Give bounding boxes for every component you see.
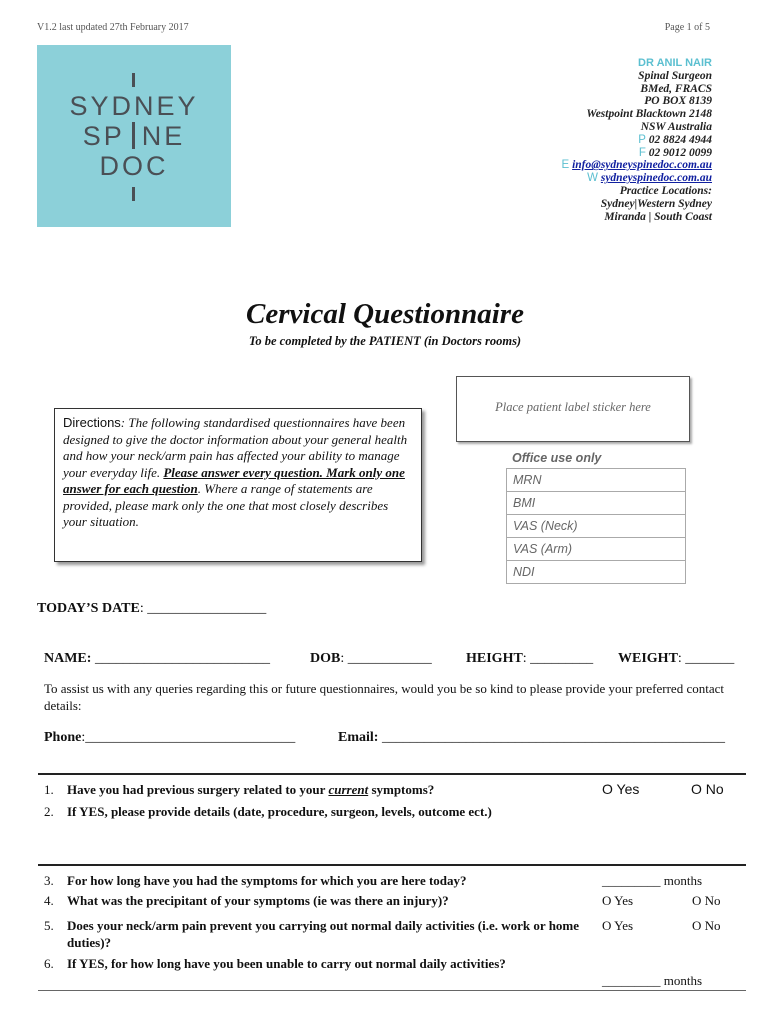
question-number: 5. (44, 918, 54, 933)
q3-months-field[interactable]: _________ months (602, 873, 703, 888)
state: NSW Australia (640, 120, 712, 133)
question-5-text: Does your neck/arm pain prevent you carrying out normal daily activities (i.e. work or home duties)? (67, 918, 580, 950)
locations-label: Practice Locations: (619, 184, 712, 197)
web-line (562, 172, 712, 185)
q5-yes-option[interactable]: O Yes (602, 918, 634, 933)
logo-line-2b: NE (141, 121, 186, 151)
name-blank: _________________________ (91, 651, 270, 666)
name-field[interactable] (44, 651, 270, 667)
office-cell-vas-arm[interactable]: VAS (Arm) (507, 538, 686, 561)
logo-line-3: DOC (99, 151, 169, 181)
fax-number: 02 9012 0099 (648, 146, 712, 159)
directions-box (54, 408, 422, 562)
locations-2: Miranda | South Coast (604, 210, 712, 223)
question-1-emphasis: current (328, 782, 369, 797)
question-number: 2. (44, 804, 54, 819)
logo-bar-bottom (132, 187, 135, 201)
email-link[interactable]: info@sydneyspinedoc.com.au (572, 159, 712, 172)
question-2 (44, 804, 604, 821)
logo-bar-top (132, 73, 135, 87)
question-6 (44, 956, 567, 973)
question-1 (44, 782, 584, 799)
q4-yes-option[interactable]: O Yes (602, 893, 634, 908)
address: Westpoint Blacktown 2148 (586, 108, 712, 121)
question-3-text: For how long have you had the symptoms for which you are here today? (67, 873, 467, 888)
q5-no-option[interactable]: O No (692, 918, 721, 933)
q6-months-field[interactable]: _________ months (602, 973, 703, 988)
office-row (507, 492, 686, 515)
po-box: PO BOX 8139 (644, 95, 712, 108)
section-divider (38, 990, 746, 991)
question-number: 1. (44, 782, 54, 797)
question-2-text: If YES, please provide details (date, procedure, surgeon, levels, outcome ect.) (67, 804, 492, 819)
question-5 (44, 918, 612, 951)
locations-1: Sydney|Western Sydney (600, 197, 712, 210)
question-number: 4. (44, 893, 54, 908)
office-row (507, 515, 686, 538)
phone-line (562, 134, 712, 147)
logo-divider (132, 122, 135, 149)
height-label: HEIGHT (466, 651, 523, 666)
dob-field[interactable] (310, 651, 432, 667)
phone-field-label: Phone (44, 730, 82, 745)
directions-text-2: . Where a range of statements are provided, please mark only the one that most closely describes your situation. (63, 481, 389, 529)
email-line (562, 159, 712, 172)
name-label: NAME: (44, 651, 92, 666)
question-number: 3. (44, 873, 54, 888)
page-number: Page 1 of 5 (664, 22, 710, 33)
office-cell-vas-neck[interactable]: VAS (Neck) (507, 515, 686, 538)
page-subtitle: To be completed by the PATIENT (in Doctors rooms) (248, 334, 522, 348)
email-field-blank: _________________________________________________ (378, 730, 725, 745)
weight-label: WEIGHT (618, 651, 678, 666)
fax-label: F (638, 146, 646, 159)
page-title: Cervical Questionnaire (246, 298, 524, 330)
office-cell-mrn[interactable]: MRN (507, 469, 686, 492)
contact-block (562, 57, 712, 223)
office-use-title: Office use only (512, 451, 602, 465)
section-divider (38, 864, 746, 866)
office-row (507, 561, 686, 584)
q1-no-option[interactable]: O No (691, 781, 724, 797)
directions-text-1: : The following standardised questionnaires have been designed to give the doctor information about your general health and how your neck/arm pain has affected your ability to manage your everyday life. (63, 415, 408, 480)
question-3 (44, 873, 589, 890)
office-row (507, 538, 686, 561)
dob-label: DOB (310, 651, 341, 666)
weight-field[interactable] (618, 651, 734, 667)
phone-field[interactable] (44, 730, 295, 746)
phone-number: 02 8824 4944 (648, 133, 712, 146)
weight-blank: : _______ (677, 651, 735, 666)
directions-emphasis: Please answer every question. Mark only one answer for each question (63, 464, 405, 496)
todays-date-blank: : _________________ (139, 601, 267, 616)
todays-date-field[interactable] (37, 601, 266, 617)
office-cell-ndi[interactable]: NDI (507, 561, 686, 584)
web-label: W (587, 172, 598, 185)
email-label: E (561, 159, 570, 172)
doctor-title: Spinal Surgeon (638, 69, 712, 82)
web-link[interactable]: sydneyspinedoc.com.au (600, 172, 712, 185)
question-number: 6. (44, 956, 54, 971)
q1-yes-option[interactable]: O Yes (602, 781, 640, 797)
logo-line-2a: SP (82, 121, 125, 151)
logo-line-2 (37, 121, 231, 152)
office-cell-bmi[interactable]: BMI (507, 492, 686, 515)
question-1-text-a: Have you had previous surgery related to your (67, 782, 329, 797)
fax-line (562, 147, 712, 160)
section-divider (38, 773, 746, 775)
phone-label: P (638, 133, 646, 146)
doctor-name: DR ANIL NAIR (638, 57, 712, 69)
directions-heading: Directions (63, 415, 121, 430)
patient-label-sticker-area: Place patient label sticker here (456, 376, 690, 442)
email-field[interactable] (338, 730, 725, 746)
version-note: V1.2 last updated 27th February 2017 (37, 22, 189, 33)
office-use-table (506, 468, 686, 584)
todays-date-label: TODAY’S DATE (37, 601, 140, 616)
question-1-text-b: symptoms? (368, 782, 435, 797)
phone-field-blank: :______________________________ (81, 730, 296, 745)
office-row (507, 469, 686, 492)
question-6-text: If YES, for how long have you been unable to carry out normal daily activities? (67, 956, 506, 971)
question-4-text: What was the precipitant of your symptoms (ie was there an injury)? (67, 893, 449, 908)
doctor-quals: BMed, FRACS (640, 82, 712, 95)
logo-line-1: SYDNEY (69, 91, 199, 121)
logo (37, 45, 231, 227)
height-blank: : _________ (522, 651, 594, 666)
contact-details-note: To assist us with any queries regarding this or future questionnaires, would you be so kind to please provide your preferred contact details: (44, 681, 724, 713)
height-field[interactable] (466, 651, 593, 667)
email-field-label: Email: (338, 730, 379, 745)
q4-no-option[interactable]: O No (692, 893, 721, 908)
dob-blank: : ____________ (340, 651, 432, 666)
question-4 (44, 893, 589, 910)
